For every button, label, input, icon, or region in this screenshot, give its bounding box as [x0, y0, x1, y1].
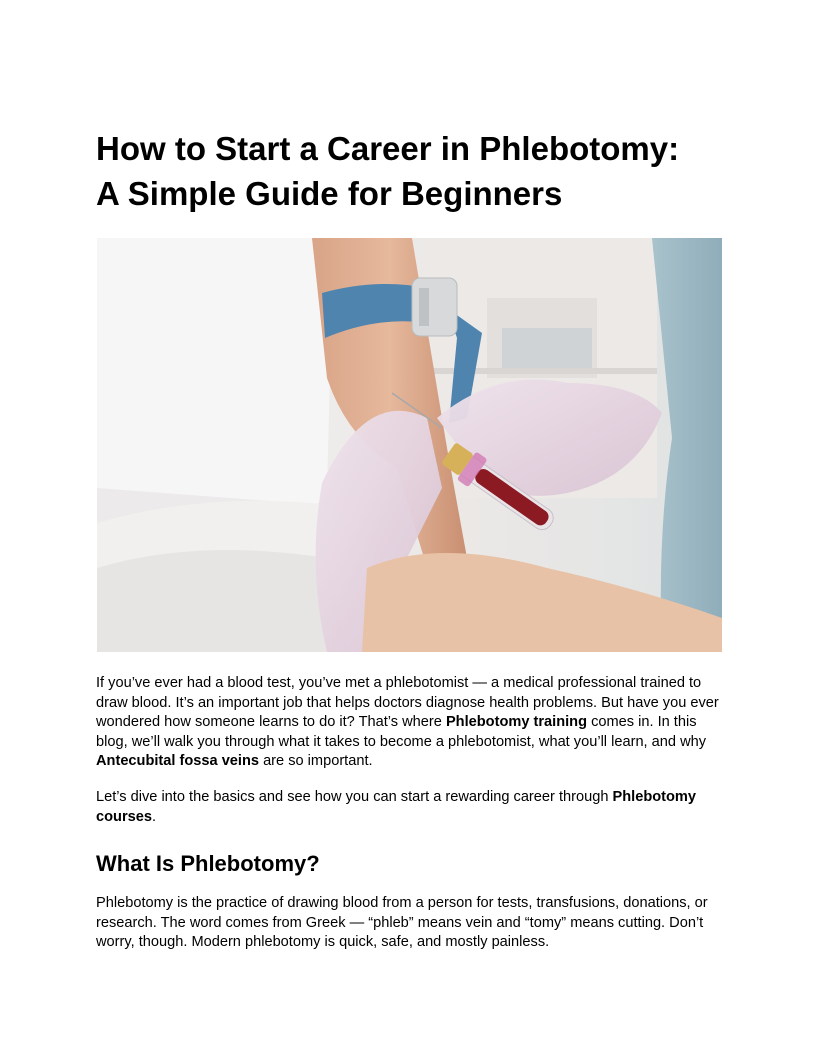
section-paragraph: Phlebotomy is the practice of drawing blood from a person for tests, transfusions, donations, or research. The word comes from Greek — “phleb” means vein and “tomy” means cutting. Don’t worry, though. Modern phlebotomy is quick, safe, and mostly painless.	[96, 895, 708, 951]
intro-text-1: If you’ve ever had a blood test, you’ve met a phlebotomist — a medical professional trained to draw blood. It’s an important job that helps doctors diagnose health problems. But have you ever wondered how someone learns to do it? That’s where	[96, 675, 719, 731]
intro-text-3: are so important.	[259, 753, 373, 770]
title-line-2: A Simple Guide for Beginners	[96, 175, 563, 212]
dive-text-2: .	[151, 808, 157, 825]
phlebotomy-courses-term: Phlebotomy courses	[96, 789, 697, 825]
title-line-1: How to Start a Career in Phlebotomy:	[96, 130, 680, 167]
hero-image	[97, 238, 722, 652]
intro-paragraph	[96, 674, 720, 772]
section-heading: What Is Phlebotomy?	[96, 851, 320, 876]
phlebotomy-training-term: Phlebotomy training	[445, 714, 588, 731]
dive-text-1: Let’s dive into the basics and see how you can start a rewarding career through	[96, 789, 613, 805]
antecubital-fossa-term: Antecubital fossa veins	[96, 753, 260, 770]
blood-draw-photo-icon	[97, 238, 722, 652]
dive-paragraph	[96, 788, 720, 827]
intro-text-2: comes in. In this blog, we’ll walk you through what it takes to become a phlebotomist, what you’ll learn, and why	[96, 714, 707, 750]
article-title	[96, 126, 736, 216]
